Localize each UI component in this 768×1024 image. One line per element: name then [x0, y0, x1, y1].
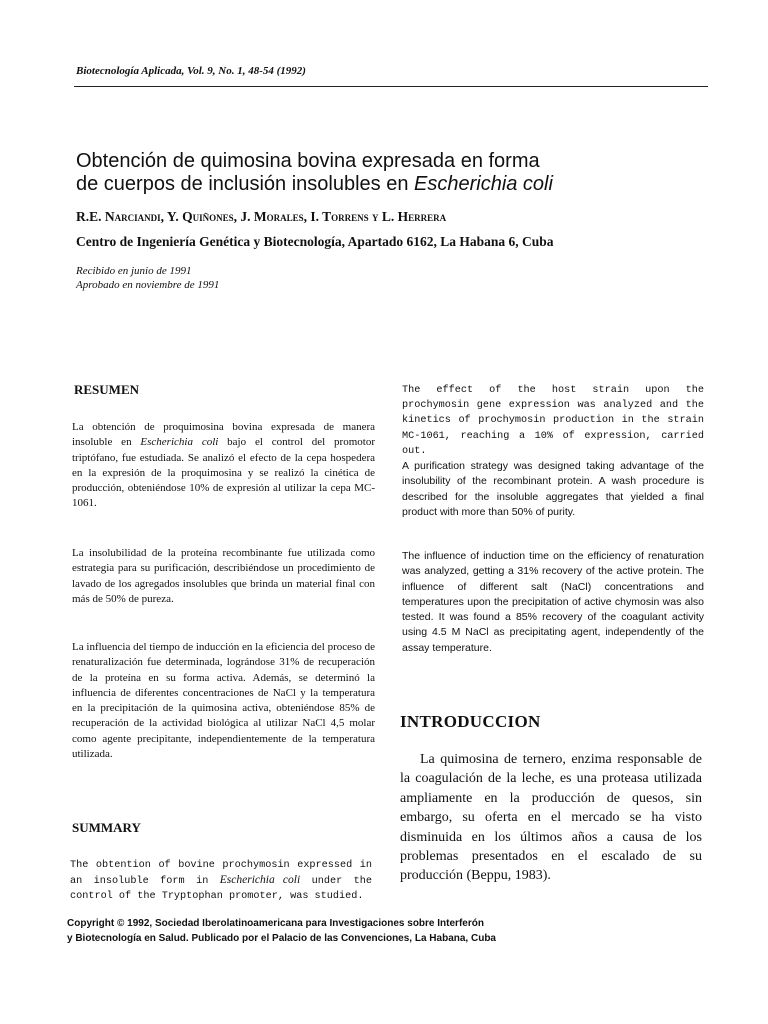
article-title — [76, 150, 676, 196]
summary-p1-text-a: The obtention of bovine prochymosin expressed in an insoluble form in — [70, 860, 372, 888]
resumen-p1-text-b: bajo el control del promotor triptófano, fue estudiada. Se analizó el efecto de la cepa hospedera en la expresión de la proquimosina y se realizó la cinética de producción, obteniéndose 10% de expresión al utilizar la cepa MC-1061. — [72, 436, 375, 510]
affiliation: Centro de Ingeniería Genética y Biotecnología, Apartado 6162, La Habana 6, Cuba — [76, 234, 554, 249]
copyright-notice — [67, 916, 627, 946]
summary-paragraph-3: A purification strategy was designed taking advantage of the insolubility of the recombinant protein. A wash procedure is described for the insoluble aggregates that yielded a final product with more than 50% of purity. — [402, 460, 704, 518]
resumen-heading: RESUMEN — [74, 382, 140, 397]
summary-p1-text-b: under the control of the Tryptophan promoter, was studied. — [70, 876, 372, 903]
received-date: Recibido en junio de 1991 — [76, 265, 192, 277]
title-line-1: Obtención de quimosina bovina expresada en forma — [76, 150, 540, 172]
title-line-2-prefix: de cuerpos de inclusión insolubles en — [76, 173, 414, 195]
resumen-paragraph-1 — [72, 420, 375, 512]
journal-reference: Biotecnología Aplicada, Vol. 9, No. 1, 48-54 (1992) — [76, 65, 306, 77]
resumen-paragraph-2: La insolubilidad de la proteína recombinante fue utilizada como estrategia para su purificación, describiéndose un procedimiento de lavado de los agregados insolubles que brinda un material final con más de 50% de pureza. — [72, 547, 375, 605]
summary-p1-species: Escherichia coli — [219, 874, 301, 887]
introduccion-paragraph-1 — [400, 750, 702, 886]
summary-paragraph-2: The effect of the host strain upon the prochymosin gene expression was analyzed and the kinetics of prochymosin production in the strain MC-1061, reaching a 10% of expression, carried out. — [402, 385, 704, 457]
summary-paragraph-4: The influence of induction time on the efficiency of renaturation was analyzed, getting a 31% recovery of the active protein. The influence of different salt (NaCl) concentrations and temperatures upon the precipitation of active chymosin was also tested. It was found a 85% recovery of the coagulant activity using 4.5 M NaCl as precipitating agent, independently of the assay temperature. — [402, 550, 704, 654]
summary-heading: SUMMARY — [72, 820, 141, 835]
title-species: Escherichia coli — [414, 173, 553, 195]
resumen-paragraph-3: La influencia del tiempo de inducción en la eficiencia del proceso de renaturalización fue determinada, lográndose 31% de recuperación de la proteína en su forma activa. Además, se determinó la influencia de diferentes concentraciones de NaCl y la temperatura en la precipitación de la quimosina activa, obteniéndose 85% de recuperación de la actividad biológica al utilizar NaCl 4,5 molar como agente precipitante, independientemente de la temperatura utilizada. — [72, 641, 375, 761]
header-rule — [74, 86, 708, 87]
introduccion-heading: INTRODUCCION — [400, 712, 541, 731]
article-dates — [76, 264, 219, 292]
resumen-p1-species: Escherichia coli — [140, 436, 219, 449]
copyright-line-2: y Biotecnología en Salud. Publicado por el Palacio de las Convenciones, La Habana, Cuba — [67, 933, 496, 944]
approved-date: Aprobado en noviembre de 1991 — [76, 279, 220, 291]
author-list: R.E. Narciandi, Y. Quiñones, J. Morales, I. Torrens y L. Herrera — [76, 209, 447, 224]
resumen-p1-text-a: La obtención de proquimosina bovina expresada de manera insoluble en — [72, 421, 375, 449]
introduccion-p1-text: La quimosina de ternero, enzima responsable de la coagulación de la leche, es una proteasa utilizada ampliamente en la producción de quesos, sin embargo, su oferta en el mercado se ha visto disminuida en los últimos años a causa de los problemas presentados en el escalado de su producción (Beppu, 1983). — [400, 752, 702, 884]
summary-paragraph-1 — [70, 858, 372, 905]
copyright-line-1: Copyright © 1992, Sociedad Iberolatinoamericana para Investigaciones sobre Interferón — [67, 918, 484, 929]
title-line-2 — [76, 173, 676, 196]
